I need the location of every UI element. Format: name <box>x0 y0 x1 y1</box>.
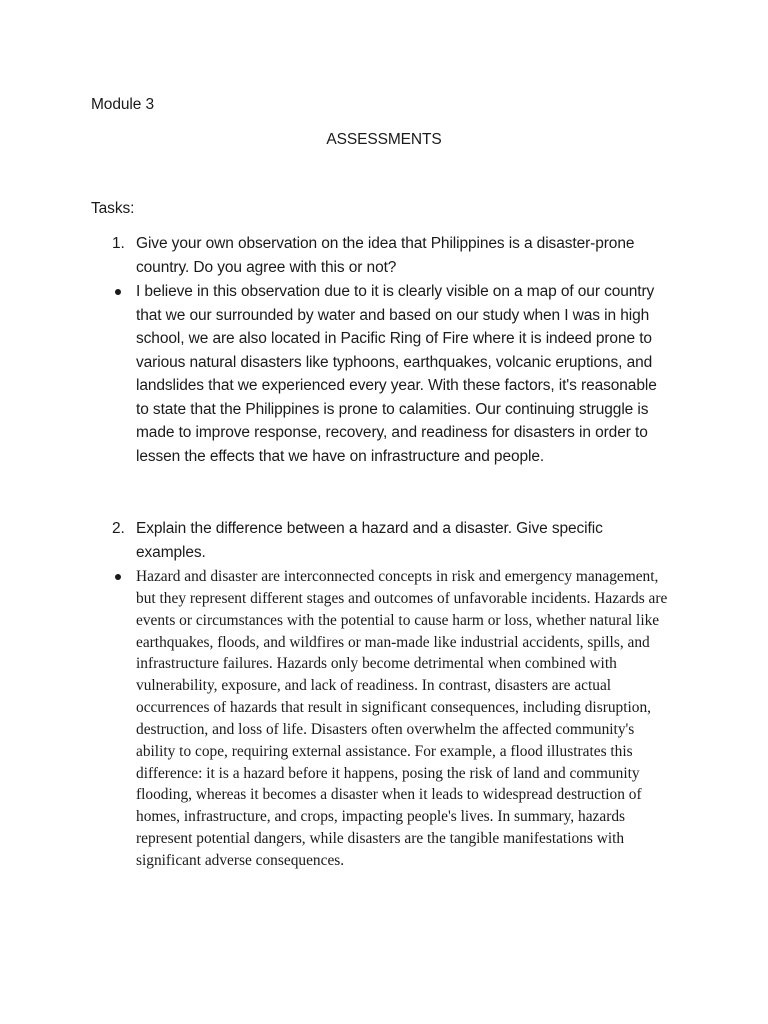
question-number: 1. <box>112 235 125 252</box>
page-title: ASSESSMENTS <box>326 131 442 148</box>
module-label: Module 3 <box>91 96 154 113</box>
question-2 <box>112 517 672 564</box>
bullet-icon <box>115 574 121 580</box>
bullet-icon <box>115 289 121 295</box>
answer-text: Hazard and disaster are interconnected concepts in risk and emergency management, but they represent different stages and outcomes of unfavorable incidents. Hazards are events or circumstances with the potential to cause harm or loss, whether natural like earthquakes, floods, and wildfires or man-made like industrial accidents, spills, and infrastructure failures. Hazards only become detrimental when combined with vulnerability, exposure, and lack of readiness. In contrast, disasters are actual occurrences of hazards that result in significant consequences, including disruption, destruction, and loss of life. Disasters often overwhelm the affected community's ability to cope, requiring external assistance. For example, a flood illustrates this difference: it is a hazard before it happens, posing the risk of land and community flooding, whereas it becomes a disaster when it leads to widespread destruction of homes, infrastructure, and crops, impacting people's lives. In summary, hazards represent potential dangers, while disasters are the tangible manifestations with significant adverse consequences. <box>136 568 668 869</box>
question-text: Explain the difference between a hazard and a disaster. Give specific examples. <box>136 520 603 561</box>
question-text: Give your own observation on the idea that Philippines is a disaster-prone country. Do you agree with this or not? <box>136 235 635 276</box>
answer-text: I believe in this observation due to it is clearly visible on a map of our country that we our surrounded by water and based on our study when I was in high school, we are also located in Pacific Ring of Fire where it is indeed prone to various natural disasters like typhoons, earthquakes, volcanic eruptions, and landslides that we experienced every year. With these factors, it's reasonable to state that the Philippines is prone to calamities. Our continuing struggle is made to improve response, recovery, and readiness for disasters in order to lessen the effects that we have on infrastructure and people. <box>136 283 657 465</box>
answer-1 <box>112 280 672 468</box>
question-1 <box>112 232 672 279</box>
answer-2 <box>112 566 672 872</box>
question-number: 2. <box>112 520 125 537</box>
tasks-label: Tasks: <box>91 200 135 217</box>
